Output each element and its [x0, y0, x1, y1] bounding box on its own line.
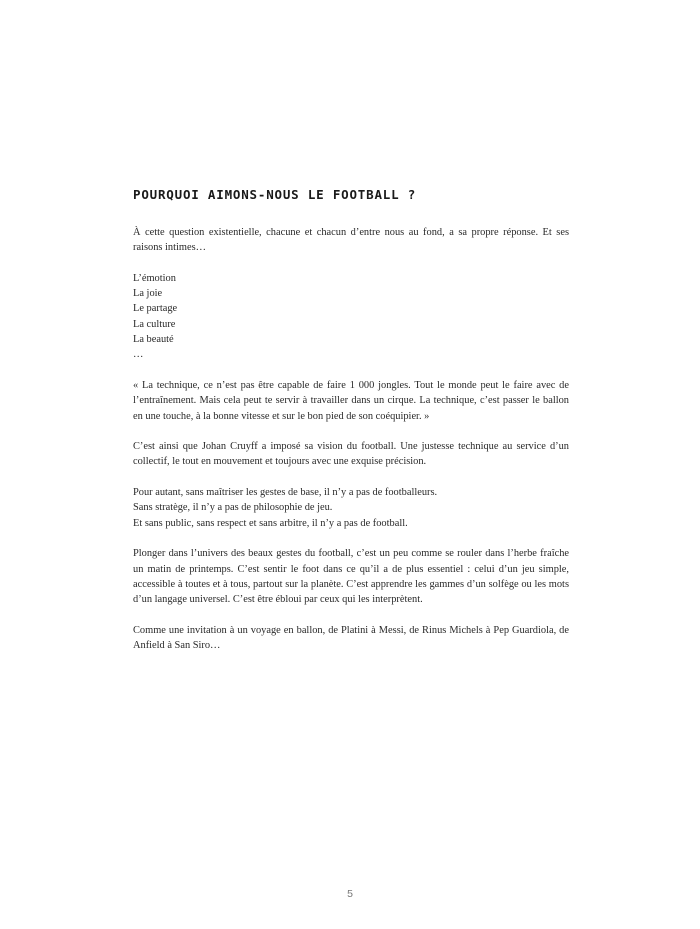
list-item: L’émotion [133, 272, 176, 284]
cruyff-paragraph: C’est ainsi que Johan Cruyff a imposé sa vision du football. Une justesse technique au service d’un collectif, le tout en mouvement et toujours avec une exquise précision. [133, 441, 569, 468]
basics-paragraph [133, 485, 569, 531]
list-item: … [133, 349, 144, 361]
universe-paragraph: Plonger dans l’univers des beaux gestes du football, c’est un peu comme se rouler dans l’herbe fraîche un matin de printemps. C’est sentir le foot dans ce qu’il a de plus essentiel : celui d’un jeu simple, accessible à toutes et à tous, partout sur la planète. C’est apprendre les gammes d’un solfège ou les mots d’un langage universel. C’est être ébloui par ceux qui les interprètent. [133, 548, 569, 606]
basics-line: Et sans public, sans respect et sans arbitre, il n’y a pas de football. [133, 517, 408, 529]
cruyff-quote: « La technique, ce n’est pas être capable de faire 1 000 jongles. Tout le monde peut le faire avec de l’entraînement. Mais cela peut te servir à travailler dans un cirque. La technique, c’est passer le ballon en une touche, à la bonne vitesse et sur le bon pied de son coéquipier. » [133, 379, 569, 422]
intro-paragraph: À cette question existentielle, chacune et chacun d’entre nous au fond, a sa propre réponse. Et ses raisons intimes… [133, 227, 569, 254]
basics-line: Pour autant, sans maîtriser les gestes de base, il n’y a pas de footballeurs. [133, 487, 438, 499]
list-item: La beauté [133, 334, 174, 346]
basics-line: Sans stratège, il n’y a pas de philosophie de jeu. [133, 502, 333, 514]
page-number: 5 [347, 888, 353, 900]
invitation-paragraph: Comme une invitation à un voyage en ballon, de Platini à Messi, de Rinus Michels à Pep Guardiola, de Anfield à San Siro… [133, 624, 569, 652]
emotions-list [133, 271, 569, 363]
chapter-heading: POURQUOI AIMONS-NOUS LE FOOTBALL ? [133, 187, 417, 202]
body-text [133, 225, 569, 669]
list-item: La joie [133, 288, 163, 300]
list-item: Le partage [133, 303, 178, 315]
list-item: La culture [133, 318, 176, 330]
